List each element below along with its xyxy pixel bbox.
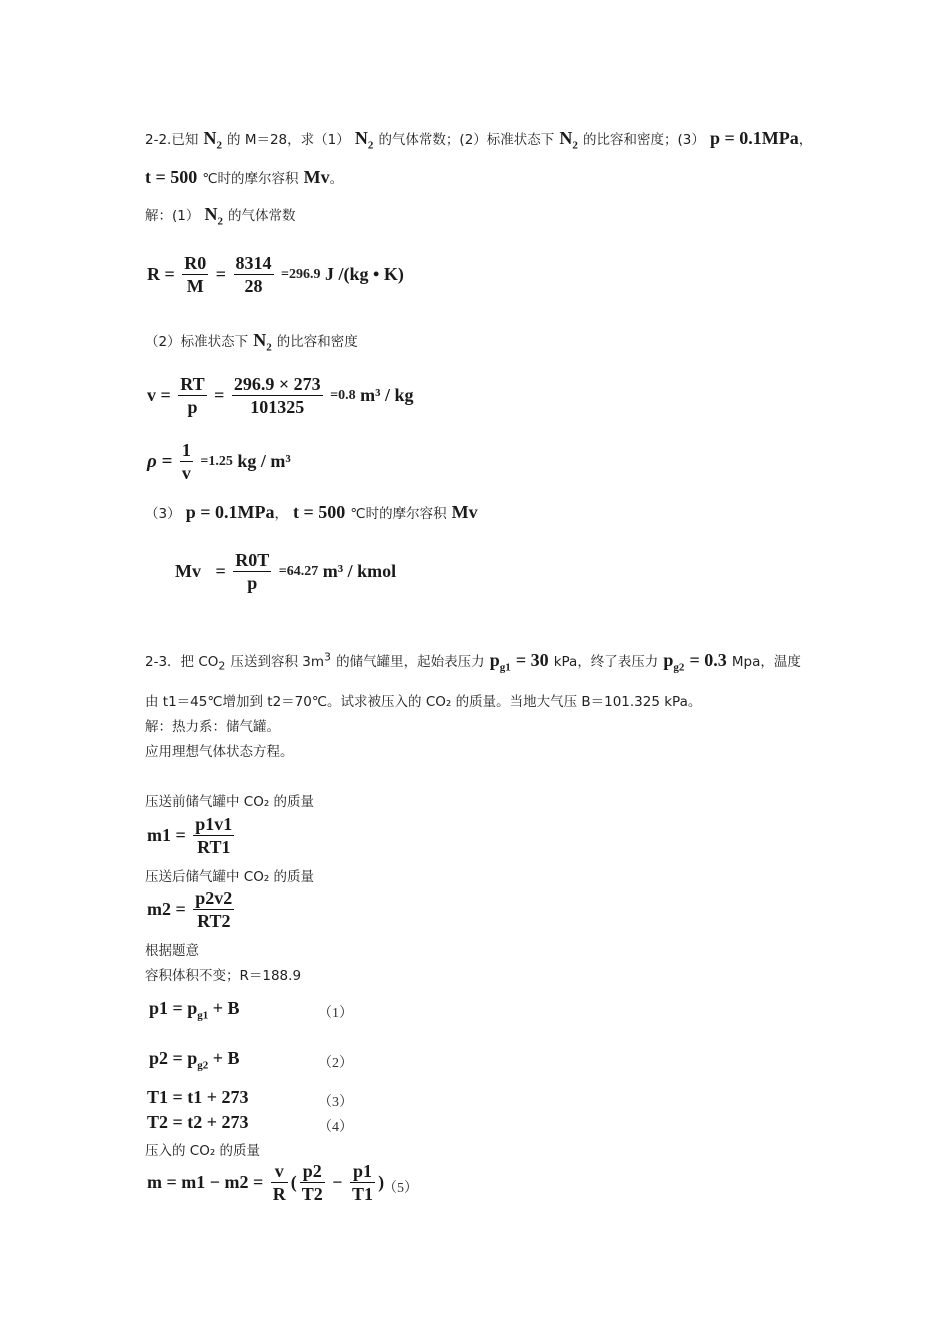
problem-2-3-line1 — [145, 650, 801, 674]
eq-lhs: v = — [147, 385, 171, 405]
mv-symbol: Mv — [303, 167, 330, 187]
text: （3） — [145, 506, 181, 522]
text: 的储气罐里，起始表压力 — [336, 654, 485, 670]
text: 解：(1） — [145, 208, 200, 224]
text: Mpa，温度 — [731, 654, 801, 670]
solution-3-heading — [145, 502, 478, 523]
temperature-value: t = 500 — [145, 167, 198, 187]
mass-before-label: 压送前储气罐中 CO₂ 的质量 — [145, 794, 315, 810]
equation-2: $p2 = p_{g2} + B$ — [149, 1048, 240, 1072]
fraction: $\frac{R0}{M}$ — [184, 253, 207, 296]
n2-symbol: $N_2$ — [559, 128, 578, 152]
pg1-symbol: $p_{g1}$ — [489, 650, 511, 674]
equals: = — [214, 385, 225, 405]
text: ℃时的摩尔容积 — [202, 171, 299, 187]
equation-5: m = m1 − m2 = $\frac{v}{R}$ ( $\frac{p2}{T2}$ − $\frac{p1}{T1}$ ) — [147, 1161, 385, 1204]
equation-m1 — [147, 813, 237, 858]
text: 的气体常数 — [228, 208, 296, 224]
mass-injected-label: 压入的 CO₂ 的质量 — [145, 1143, 261, 1159]
n2-symbol: $N_2$ — [203, 128, 222, 152]
text: 2-3．把 $CO_2$ — [145, 654, 226, 673]
equation-molar-volume — [175, 549, 396, 594]
fraction: $\frac{RT}{p}$ — [180, 374, 205, 417]
solution-1-heading — [145, 204, 296, 228]
equals: = — [215, 561, 226, 581]
unit: kg / m³ — [237, 451, 291, 471]
mv-symbol: Mv — [451, 502, 478, 522]
fraction: $\frac{p1}{T1}$ — [352, 1161, 374, 1204]
equals: = — [215, 264, 227, 284]
text: ， — [274, 506, 288, 522]
equation-number: （4） — [318, 1120, 353, 1135]
equation-m2 — [147, 887, 237, 932]
equation-1: $p1 = p_{g1} + B$ — [149, 998, 240, 1022]
mass-after-label: 压送后储气罐中 CO₂ 的质量 — [145, 869, 315, 885]
solution-system: 解：热力系：储气罐。 — [145, 719, 280, 735]
text: ， — [798, 132, 813, 148]
fraction: $\frac{R0T}{p}$ — [235, 550, 270, 593]
equation-gas-constant — [147, 252, 404, 297]
n2-symbol: $N_2$ — [354, 128, 374, 152]
equation-3: T1 = t1 + 273 — [147, 1087, 249, 1107]
result-value: =0.8 — [330, 387, 356, 403]
pg2-symbol: $p_{g2}$ — [663, 650, 685, 674]
pressure-value: = 30 — [515, 650, 549, 670]
text: 2-2.已知 — [145, 132, 199, 148]
solution-method: 应用理想气体状态方程。 — [145, 744, 294, 760]
pressure-value: p = 0.1MPa — [709, 128, 799, 148]
result-value: =296.9 — [281, 266, 321, 282]
text: 。 — [329, 171, 344, 187]
fraction: $\frac{p1v1}{RT1}$ — [195, 814, 233, 857]
volume-constant-label: 容积体积不变；R＝188.9 — [145, 968, 302, 984]
temperature-value: t = 500 — [293, 502, 346, 522]
text: 压送到容积 $3m^3$ — [230, 650, 332, 670]
minus: − — [332, 1172, 343, 1192]
fraction: $\frac{8314}{28}$ — [235, 253, 272, 296]
text: 的比容和密度；(3） — [582, 132, 705, 148]
eq-lhs: m = m1 − m2 = — [147, 1172, 264, 1192]
eq-lhs: m1 = — [147, 825, 186, 845]
unit: m³ / kg — [360, 385, 414, 405]
result-value: =1.25 — [200, 453, 233, 469]
equation-density — [147, 439, 291, 484]
text: 的 M＝28，求（1） — [227, 132, 350, 148]
fraction: $\frac{296.9 \times 273}{101325}$ — [233, 374, 321, 417]
text: 的比容和密度 — [276, 334, 358, 350]
text: （2）标准状态下 — [145, 334, 249, 350]
eq-lhs: m2 = — [147, 899, 186, 919]
unit: J /(kg • K) — [325, 264, 404, 284]
solution-2-heading — [145, 330, 358, 354]
result-value: =64.27 — [278, 563, 319, 579]
fraction: $\frac{p2v2}{RT2}$ — [195, 888, 233, 931]
n2-symbol: $N_2$ — [253, 330, 272, 354]
problem-2-2-line2 — [145, 167, 343, 188]
equation-number: （5） — [383, 1181, 418, 1196]
text: ℃时的摩尔容积 — [350, 506, 447, 522]
equation-number: （2） — [318, 1056, 353, 1071]
problem-2-2-line1 — [145, 128, 812, 152]
equation-number: （3） — [318, 1095, 353, 1110]
text: kPa，终了表压力 — [553, 654, 659, 670]
eq-lhs: ρ = — [147, 450, 173, 472]
eq-lhs: R = — [147, 264, 175, 284]
fraction: $\frac{1}{v}$ — [181, 440, 191, 483]
fraction: $\frac{p2}{T2}$ — [301, 1161, 323, 1204]
unit: m³ / kmol — [322, 561, 397, 581]
pressure-value: p = 0.1MPa — [185, 502, 275, 522]
eq-lhs: Mv — [175, 561, 201, 581]
pressure-value: = 0.3 — [689, 650, 727, 670]
equation-4: T2 = t2 + 273 — [147, 1112, 249, 1132]
equation-number: （1） — [318, 1006, 353, 1021]
text: 的气体常数；(2）标准状态下 — [378, 132, 555, 148]
n2-symbol: $N_2$ — [204, 204, 223, 228]
fraction: $\frac{v}{R}$ — [272, 1161, 286, 1204]
equation-specific-volume — [147, 373, 414, 418]
according-label: 根据题意 — [145, 943, 199, 959]
problem-2-3-line2: 由 t1＝45℃增加到 t2＝70℃。试求被压入的 CO₂ 的质量。当地大气压 B＝101.325 kPa。 — [145, 694, 702, 710]
